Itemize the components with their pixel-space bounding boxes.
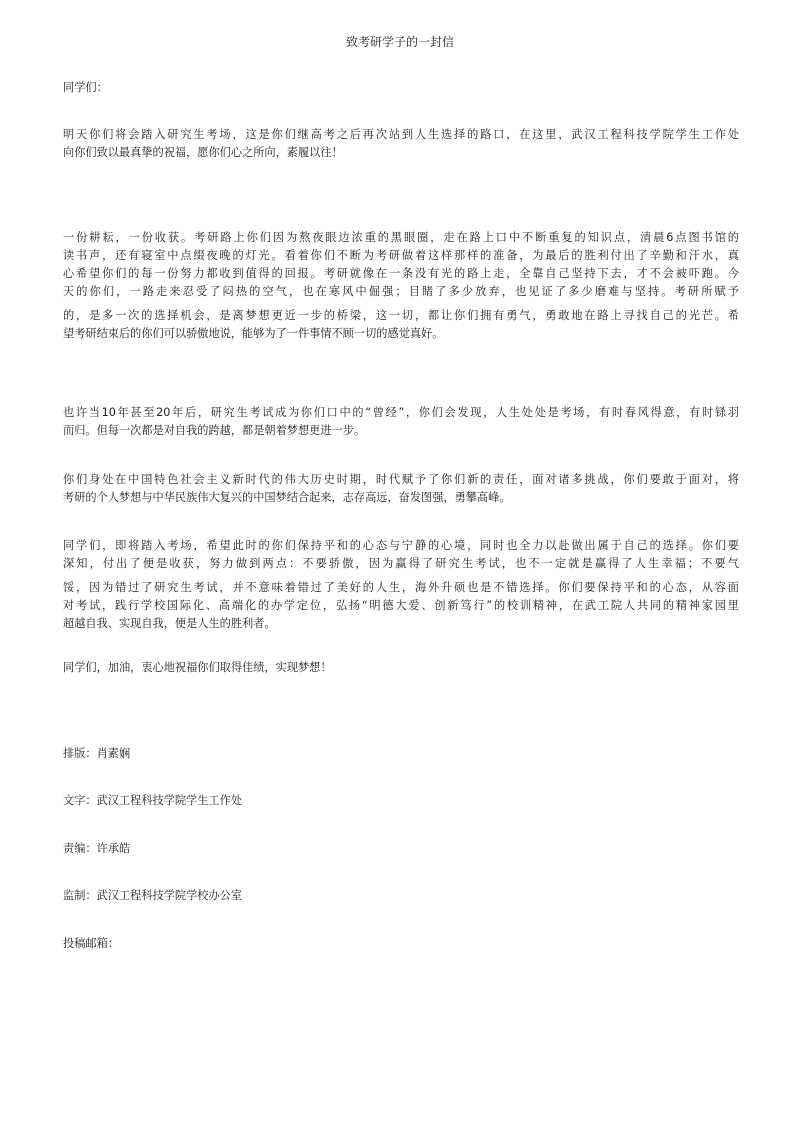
credit-supervisor-text: 监制：武汉工程科技学院学校办公室 [63,889,243,902]
credit-editor [63,840,739,858]
paragraph-effort [63,229,739,343]
closing-text: 同学们，加油，衷心地祝福你们取得佳绩，实现梦想！ [63,661,332,674]
paragraph-greeting [63,126,739,162]
letter-title: 致考研学子的一封信 [345,35,454,49]
credit-editor-text: 责编：许承皓 [63,842,131,855]
credit-layout-text: 排版：肖素娴 [63,747,131,760]
salutation [63,79,739,97]
credit-supervisor [63,887,739,905]
text-line: 的，是多一次的选择机会，是离梦想更近一步的桥梁，这一切，都让你们拥有勇气，勇敢地在路上寻找自己的光芒。希 [63,309,739,322]
text-line: 馁，因为错过了研究生考试，并不意味着错过了美好的人生，海外升硕也是不错选择。你们要保持平和的心态，从容面 [63,581,739,594]
paragraph-new-era [63,471,739,507]
salutation-text: 同学们： [63,81,108,94]
text-line: 望考研结束后的你们可以骄傲地说，能够为了一件事情不顾一切的感觉真好。 [63,327,444,340]
text-line: 也许当10年甚至20年后，研究生考试成为你们口中的“曾经”，你们会发现，人生处处是考场，有时春风得意，有时铩羽 [63,406,739,419]
text-line: 而归。但每一次都是对自我的跨越，都是朝着梦想更进一步。 [63,424,366,437]
text-line: 深知，付出了便是收获，努力做到两点：不要骄傲，因为赢得了研究生考试，也不一定就是赢得了人生幸福；不要气 [63,557,739,570]
text-line: 向你们致以最真挚的祝福，愿你们心之所向，素履以往！ [63,146,343,159]
text-line: 一份耕耘，一份收获。考研路上你们因为熬夜眼边浓重的黑眼圈，走在路上口中不断重复的知识点，清晨6点图书馆的 [63,231,739,244]
text-line: 天的你们，一路走来忍受了闷热的空气，也在寒风中倔强；目睹了多少放弃，也见证了多少磨难与坚持。考研所赋予 [63,285,739,298]
text-line: 你们身处在中国特色社会主义新时代的伟大历史时期，时代赋予了你们新的责任，面对诸多挑战，你们要敢于面对，将 [63,473,739,486]
closing [63,659,739,677]
text-line: 同学们，即将踏入考场，希望此时的你们保持平和的心态与宁静的心境，同时也全力以赴做出属于自己的选择。你们要 [63,539,739,552]
credit-email-text: 投稿邮箱： [63,937,119,950]
credit-text-text: 文字：武汉工程科技学院学生工作处 [63,794,243,807]
credit-text [63,792,739,810]
text-line: 超越自我、实现自我，便是人生的胜利者。 [63,617,276,630]
credit-email [63,935,739,953]
text-line: 明天你们将会踏入研究生考场，这是你们继高考之后再次站到人生选择的路口，在这里，武汉工程科技学院学生工作处 [63,128,739,141]
text-line: 对考试，践行学校国际化、高端化的办学定位，弘扬“明德大爱、创新笃行”的校训精神，在武工院人共同的精神家园里 [63,599,739,612]
credit-layout [63,745,739,763]
text-line: 心希望你们的每一份努力都收到值得的回报。考研就像在一条没有光的路上走，全靠自己坚持下去，才不会被吓跑。今 [63,267,739,280]
paragraph-mindset [63,537,739,633]
text-line: 读书声，还有寝室中点缀夜晚的灯光。看着你们不断为考研做着这样那样的准备，为最后的胜利付出了辛勤和汗水，真 [63,249,739,262]
text-line: 考研的个人梦想与中华民族伟大复兴的中国梦结合起来，志存高远，奋发图强，勇攀高峰。 [63,491,511,504]
paragraph-life-exam [63,404,739,440]
